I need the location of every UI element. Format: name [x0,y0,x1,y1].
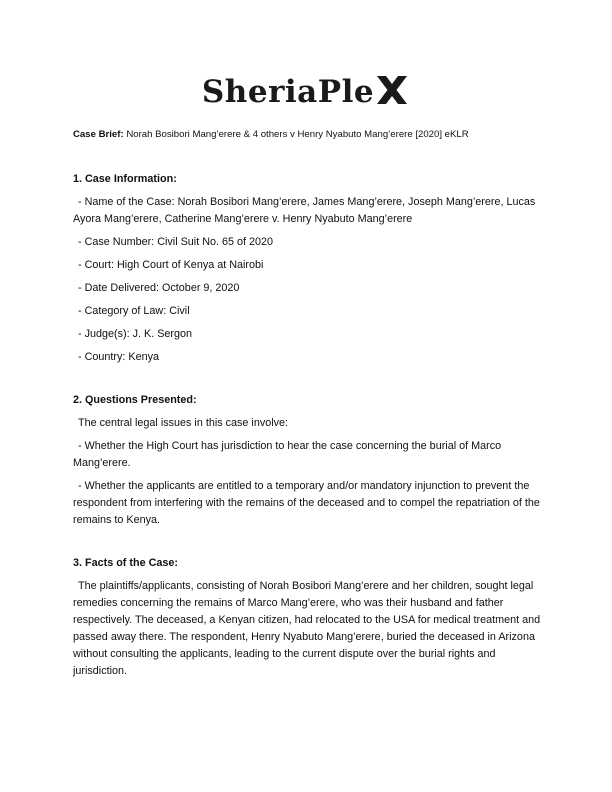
sheriaplex-logo [0,74,612,110]
case-info-judge: - Judge(s): J. K. Sergon [78,328,193,340]
case-info-name: - Name of the Case: Norah Bosibori Mang’erere, James Mang’erere, Joseph Mang’erere, Lucas Ayora Mang’erere, Catherine Mang’erere v. Henry Nyabuto Mang’erere [73,196,536,225]
question-injunction: - Whether the applicants are entitled to a temporary and/or mandatory injunction to prevent the respondent from interfering with the remains of the deceased and to compel the repatriation of the remains to Kenya. [73,480,540,526]
facts-paragraph: The plaintiffs/applicants, consisting of Norah Bosibori Mang’erere and her children, sought legal remedies concerning the remains of Marco Mang’erere, who was their husband and father respectively. The deceased, a Kenyan citizen, had relocated to the USA for medical treatment and passed away there. The respondent, Henry Nyabuto Mang’erere, buried the deceased in Arizona without consulting the applicants, leading to the current dispute over the burial rights and jurisdiction. [73,580,541,677]
case-info-category: - Category of Law: Civil [78,305,190,317]
questions-intro: The central legal issues in this case involve: [78,417,289,429]
case-brief-title: Norah Bosibori Mang’erere & 4 others v Henry Nyabuto Mang’erere [2020] eKLR [126,129,469,140]
case-brief-line [73,129,469,140]
document-body [73,171,543,686]
case-info-court: - Court: High Court of Kenya at Nairobi [78,259,264,271]
section-heading-facts: 3. Facts of the Case: [73,557,179,569]
logo-x-mark-icon [374,74,410,106]
case-info-country: - Country: Kenya [78,351,160,363]
case-info-number: - Case Number: Civil Suit No. 65 of 2020 [78,236,274,248]
section-heading-questions: 2. Questions Presented: [73,394,197,406]
case-brief-label: Case Brief: [73,129,124,140]
question-jurisdiction: - Whether the High Court has jurisdiction to hear the case concerning the burial of Marco Mang’erere. [73,440,502,469]
case-info-date: - Date Delivered: October 9, 2020 [78,282,240,294]
logo-wordmark: SheriaPle [201,74,375,110]
section-heading-case-information: 1. Case Information: [73,173,177,185]
